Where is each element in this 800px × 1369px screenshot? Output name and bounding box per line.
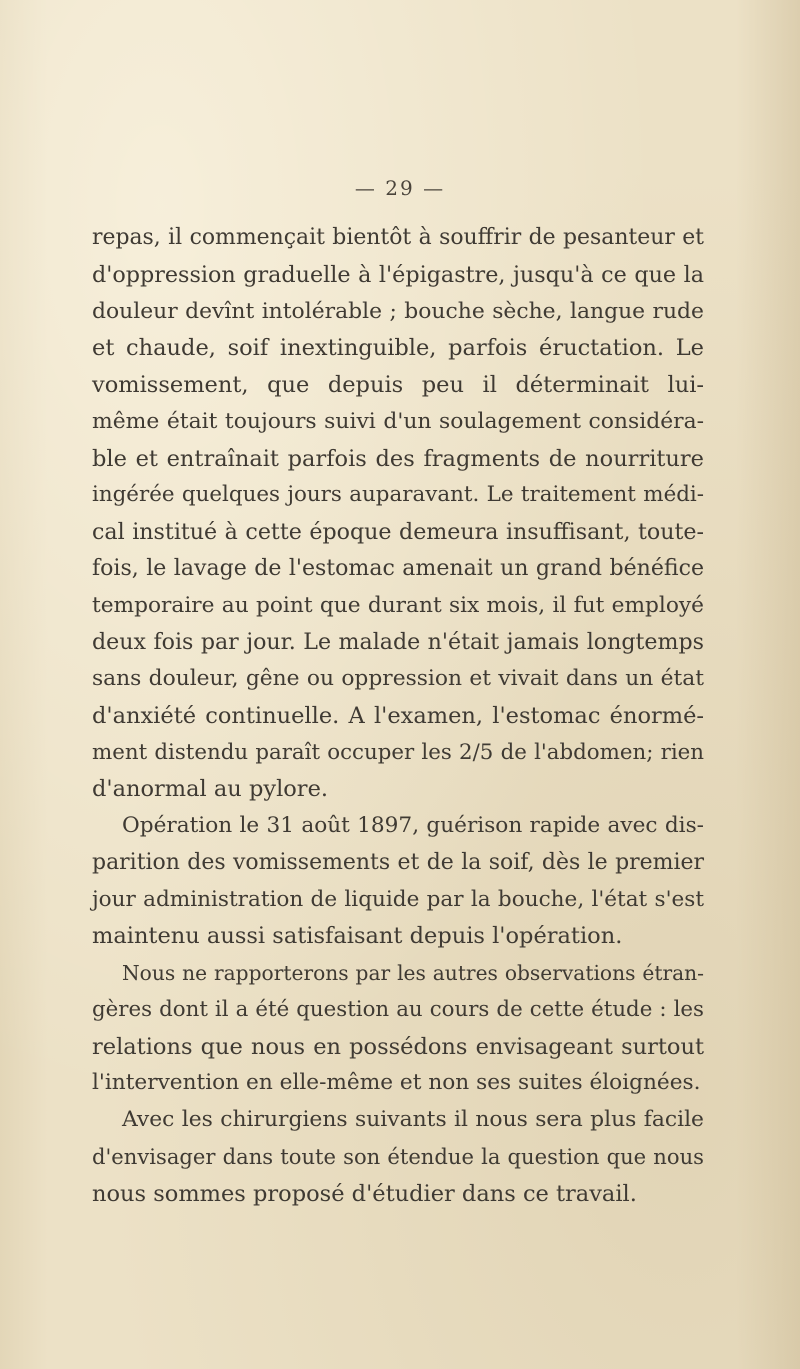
text-line: l'intervention en elle-même et non ses suites éloignées. bbox=[92, 1070, 701, 1096]
text-line: Opération le 31 août 1897, guérison rapide avec dis- bbox=[122, 813, 704, 838]
text-line: d'anormal au pylore. bbox=[92, 776, 329, 803]
body-text bbox=[92, 220, 704, 1212]
text-line: même était toujours suivi d'un soulagement considéra- bbox=[92, 408, 704, 434]
page-number: — 29 — bbox=[354, 176, 446, 200]
text-line: ingérée quelques jours auparavant. Le traitement médi- bbox=[92, 482, 704, 508]
text-line: gères dont il a été question au cours de cette étude : les bbox=[92, 996, 704, 1022]
text-line: deux fois par jour. Le malade n'était jamais longtemps bbox=[92, 629, 704, 656]
text-line: cal institué à cette époque demeura insuffisant, toute- bbox=[92, 519, 704, 545]
text-line: jour administration de liquide par la bouche, l'état s'est bbox=[92, 886, 704, 912]
text-line: nous sommes proposé d'étudier dans ce travail. bbox=[92, 1180, 637, 1207]
text-line: douleur devînt intolérable ; bouche sèche, langue rude bbox=[92, 298, 704, 324]
text-line: repas, il commençait bientôt à souffrir de pesanteur et bbox=[92, 225, 704, 250]
text-line: ment distendu paraît occuper les 2/5 de l'abdomen; rien bbox=[92, 739, 704, 765]
text-line: et chaude, soif inextinguible, parfois éructation. Le bbox=[92, 335, 704, 362]
text-line: ble et entraînait parfois des fragments de nourriture bbox=[92, 445, 704, 472]
text-line: vomissement, que depuis peu il déterminait lui- bbox=[92, 372, 704, 398]
text-line: d'envisager dans toute son étendue la question que nous bbox=[92, 1143, 704, 1169]
text-line: d'oppression graduelle à l'épigastre, jusqu'à ce que la bbox=[92, 261, 704, 288]
text-line: d'anxiété continuelle. A l'examen, l'estomac énormé- bbox=[92, 702, 704, 729]
text-line: sans douleur, gêne ou oppression et vivait dans un état bbox=[92, 666, 704, 691]
text-line: parition des vomissements et de la soif, dès le premier bbox=[92, 849, 704, 875]
text-line: relations que nous en possédons envisageant surtout bbox=[92, 1033, 704, 1060]
text-line: fois, le lavage de l'estomac amenait un grand bénéfice bbox=[92, 555, 704, 581]
text-line: maintenu aussi satisfaisant depuis l'opération. bbox=[92, 923, 623, 950]
text-line: temporaire au point que durant six mois, il fut employé bbox=[92, 592, 704, 618]
text-line: Nous ne rapporterons par les autres observations étran- bbox=[122, 961, 704, 985]
text-line: Avec les chirurgiens suivants il nous sera plus facile bbox=[122, 1107, 704, 1132]
